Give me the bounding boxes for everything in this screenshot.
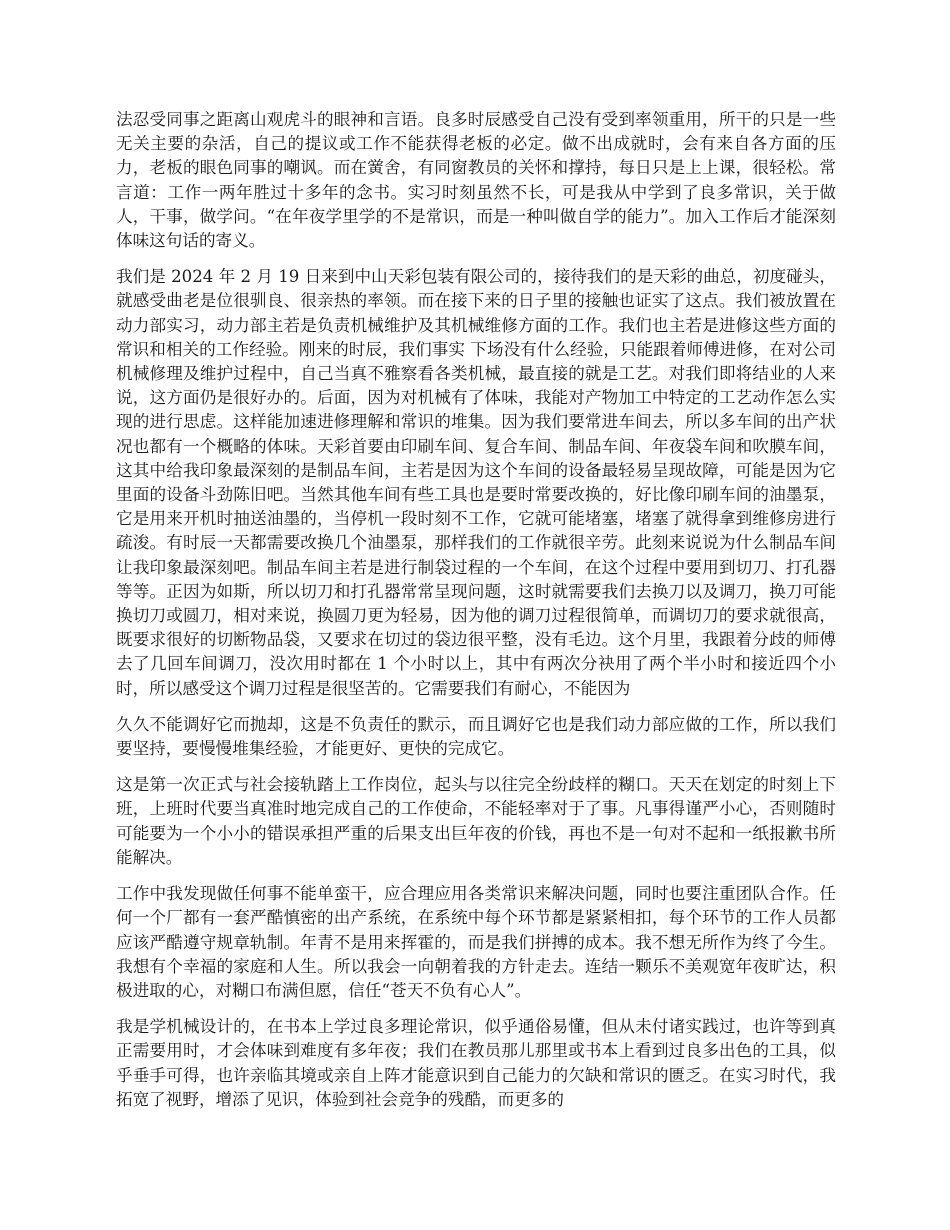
- paragraph-5: 工作中我发现做任何事不能单蛮干，应合理应用各类常识来解决问题，同时也要注重团队合作。任何一个厂都有一套严酷慎密的出产系统，在系统中每个环节都是紧紧相扣，每个环节的工作人员都应该严酷遵守规章轨制。年青不是用来挥霍的，而是我们拼搏的成本。我不想无所作为终了今生。我想有个幸福的家庭和人生。所以我会一向朝着我的方针走去。连结一颗乐不美观宽年夜旷达，积极进取的心，对糊口布满但愿，信任“苍天不负有心人”。: [116, 884, 836, 1000]
- paragraph-4: 这是第一次正式与社会接轨踏上工作岗位，起头与以往完全纷歧样的糊口。天天在划定的时刻上下班，上班时代要当真准时地完成自己的工作使命，不能轻率对于了事。凡事得谨严小心，否则随时可能要为一个小小的错误承担严重的后果支出巨年夜的价钱，再也不是一句对不起和一纸报歉书所能解决。: [116, 775, 836, 867]
- document-body: [116, 108, 836, 1124]
- paragraph-6: 我是学机械设计的，在书本上学过良多理论常识，似乎通俗易懂，但从未付诸实践过，也许等到真正需要用时，才会体味到难度有多年夜；我们在教员那儿那里或书本上看到过良多出色的工具，似乎垂手可得，也许亲临其境或亲自上阵才能意识到自己能力的欠缺和常识的匮乏。在实习时代，我拓宽了视野，增添了见识，体验到社会竞争的残酷，而更多的: [116, 1017, 836, 1109]
- paragraph-2: 我们是 2024 年 2 月 19 日来到中山天彩包装有限公司的，接待我们的是天彩的曲总，初度碰头，就感受曲老是位很驯良、很亲热的率领。而在接下来的日子里的接触也证实了这点。我们被放置在动力部实习，动力部主若是负责机械维护及其机械维修方面的工作。我们也主若是进修这些方面的常识和相关的工作经验。刚来的时辰，我们事实 下场没有什么经验，只能跟着师傅进修，在对公司机械修理及维护过程中，自己当真不雅察看各类机械，最直接的就是工艺。对我们即将结业的人来说，这方面仍是很好办的。后面，因为对机械有了体味，我能对产物加工中特定的工艺动作怎么实现的进行思虑。这样能加速进修理解和常识的堆集。因为我们要常进车间去，所以多车间的出产状况也都有一个概略的体味。天彩首要由印刷车间、复合车间、制品车间、年夜袋车间和吹膜车间，这其中给我印象最深刻的是制品车间，主若是因为这个车间的设备最轻易呈现故障，可能是因为它里面的设备斗劲陈旧吧。当然其他车间有些工具也是要时常要改换的，好比像印刷车间的油墨泵，它是用来开机时抽送油墨的，当停机一段时刻不工作，它就可能堵塞，堵塞了就得拿到维修房进行疏浚。有时辰一天都需要改换几个油墨泵，那样我们的工作就很辛劳。此刻来说说为什么制品车间让我印象最深刻吧。制品车间主若是进行制袋过程的一个车间，在这个过程中要用到切刀、打孔器等等。正因为如斯，所以切刀和打孔器常常呈现问题，这时就需要我们去换刀以及调刀，换刀可能换切刀或圆刀，相对来说，换圆刀更为轻易，因为他的调刀过程很简单，而调切刀的要求就很高，既要求很好的切断物品袋，又要求在切过的袋边很平整，没有毛边。这个月里，我跟着分歧的师傅去了几回车间调刀，没次用时都在 1 个小时以上，其中有两次分袂用了两个半小时和接近四个小时，所以感受这个调刀过程是很坚苦的。它需要我们有耐心，不能因为: [116, 267, 836, 698]
- paragraph-3: 久久不能调好它而抛却，这是不负责任的默示，而且调好它也是我们动力部应做的工作，所以我们要坚持，要慢慢堆集经验，才能更好、更快的完成它。: [116, 714, 836, 759]
- paragraph-1: 法忍受同事之距离山观虎斗的眼神和言语。良多时辰感受自己没有受到率领重用，所干的只是一些无关主要的杂活，自己的提议或工作不能获得老板的必定。做不出成就时，会有来自各方面的压力，老板的眼色同事的嘲讽。而在黉舍，有同窗教员的关怀和撑持，每日只是上上课，很轻松。常言道：工作一两年胜过十多年的念书。实习时刻虽然不长，可是我从中学到了良多常识，关于做人，干事，做学问。“在年夜学里学的不是常识，而是一种叫做自学的能力”。加入工作后才能深刻体味这句话的寄义。: [116, 110, 836, 251]
